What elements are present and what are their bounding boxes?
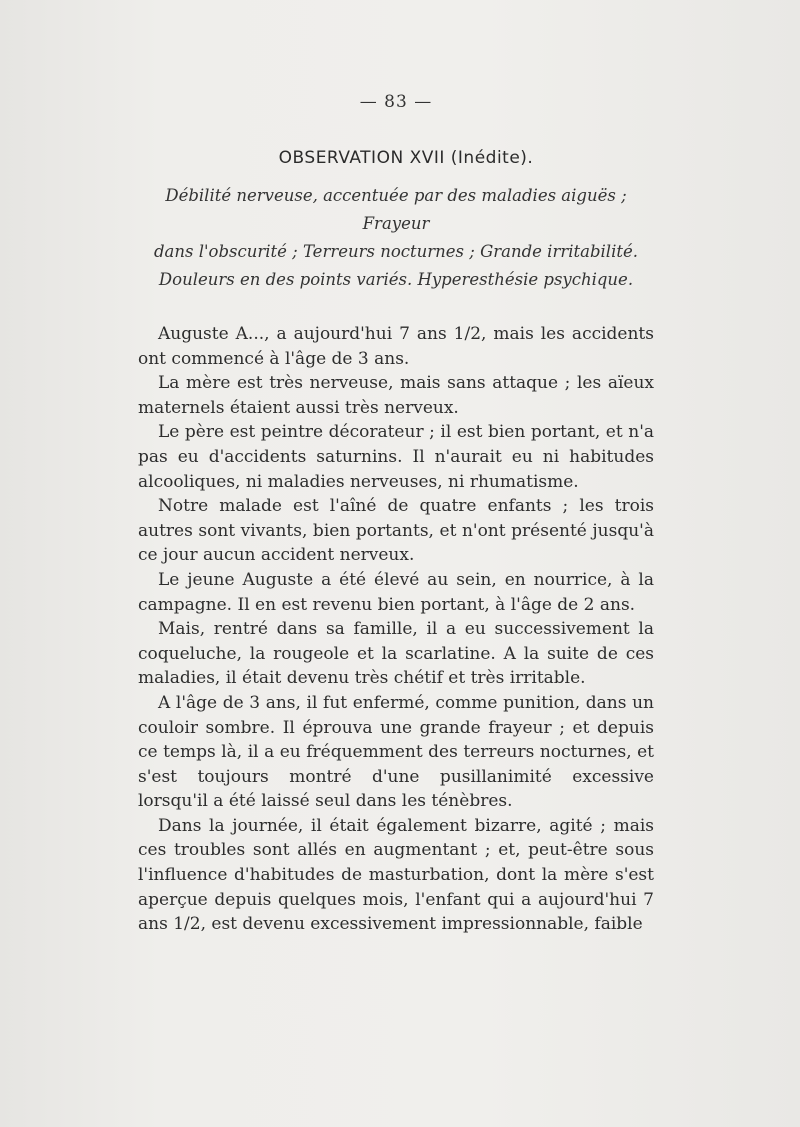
paragraph: Dans la journée, il était également bizarre, agité ; mais ces troubles sont allés en augmentant ; et, peut-être sous l'influence d'habitudes de masturbation, dont la mère s'est aperçue depuis quelques mois, l'enfant qui a aujourd'hui 7 ans 1/2, est devenu excessivement impressionnable, faible [138,815,654,935]
paragraph: A l'âge de 3 ans, il fut enfermé, comme punition, dans un couloir sombre. Il éprouva une grande frayeur ; et depuis ce temps là, il a eu fréquemment des terreurs nocturnes, et s'est toujours montré d'une pusillanimité excessive lorsqu'il a été laissé seul dans les ténèbres. [138,692,654,812]
observation-subtitle [138,182,654,294]
paragraph: Le jeune Auguste a été élevé au sein, en nourrice, à la campagne. Il en est revenu bien portant, à l'âge de 2 ans. [138,569,654,615]
paragraph: Auguste A..., a aujourd'hui 7 ans 1/2, mais les accidents ont commencé à l'âge de 3 ans. [138,324,654,369]
page-number: — 83 — [359,92,433,112]
subtitle-line: Débilité nerveuse, accentuée par des maladies aiguës ; Frayeur [165,186,627,233]
paragraph: Mais, rentré dans sa famille, il a eu successivement la coqueluche, la rougeole et la scarlatine. A la suite de ces maladies, il était devenu très chétif et très irritable. [138,619,654,689]
observation-body [138,322,654,937]
observation-title: OBSERVATION XVII (Inédite). [278,148,534,168]
paragraph: Le père est peintre décorateur ; il est bien portant, et n'a pas eu d'accidents saturnins. Il n'aurait eu ni habitudes alcooliques, ni maladies nerveuses, ni rhumatisme. [138,422,654,492]
subtitle-line: dans l'obscurité ; Terreurs nocturnes ; Grande irritabilité. [153,242,639,261]
subtitle-line: Douleurs en des points variés. Hyperesthésie psychique. [158,270,634,289]
paragraph: Notre malade est l'aîné de quatre enfants ; les trois autres sont vivants, bien portants, et n'ont présenté jusqu'à ce jour aucun accident nerveux. [138,496,654,566]
paragraph: La mère est très nerveuse, mais sans attaque ; les aïeux maternels étaient aussi très nerveux. [138,373,654,418]
page-content [138,92,654,937]
